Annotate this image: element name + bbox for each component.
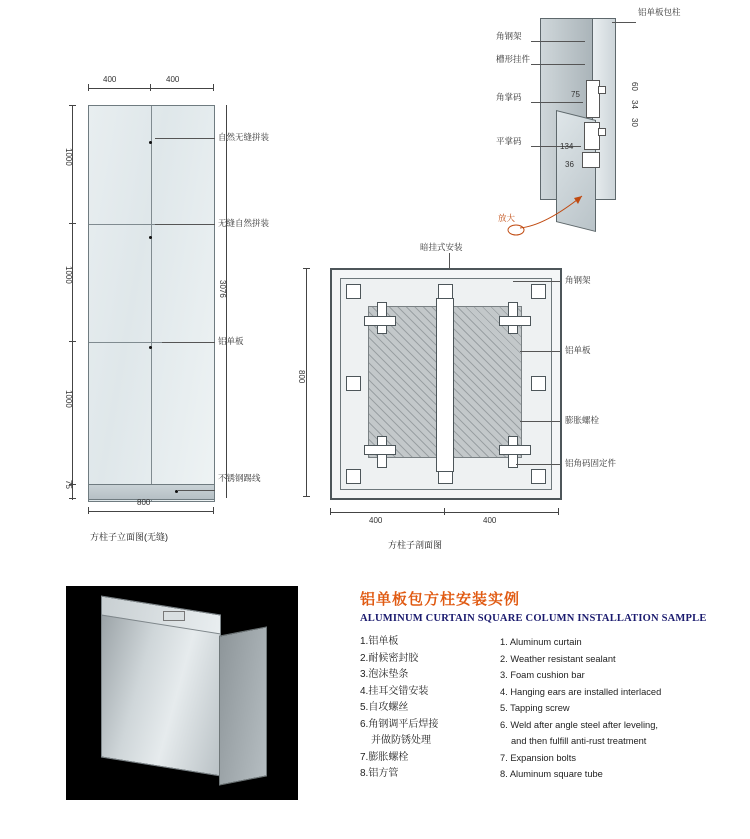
section-label-expansion-bolt: 膨胀螺栓 xyxy=(565,415,600,425)
elevation-dim-1000-c: 1000 xyxy=(64,390,73,408)
elevation-dim-1000-b: 1000 xyxy=(64,266,73,284)
list-item: 7. Expansion bolts xyxy=(500,752,576,763)
section-mid-fixing xyxy=(346,376,361,391)
elevation-dim-400-left: 400 xyxy=(103,75,117,84)
text-block xyxy=(360,588,730,783)
list-item-continuation: and then fulfill anti-rust treatment xyxy=(511,736,647,746)
dim-tick xyxy=(69,498,76,499)
detail-dim-60: 60 xyxy=(630,82,639,91)
leader-line xyxy=(155,224,215,225)
section-bracket xyxy=(364,445,396,455)
list-item: 1. Aluminum curtain xyxy=(500,637,582,647)
elevation-dim-1000-a: 1000 xyxy=(64,148,73,166)
section-outer-frame xyxy=(330,268,562,500)
list-item: 1.铝单板 xyxy=(360,636,399,647)
leader-line xyxy=(531,41,585,42)
detail-label-angle-frame: 角钢架 xyxy=(496,31,522,41)
section-dim-400-right: 400 xyxy=(483,516,497,525)
list-item: 8. Aluminum square tube xyxy=(500,769,603,779)
product-photo xyxy=(66,586,298,800)
dim-tick xyxy=(69,341,76,342)
list-item: 8.铝方管 xyxy=(360,768,399,779)
detail-label-panel-wrap-column: 铝单板包柱 xyxy=(638,7,681,17)
leader-line xyxy=(520,421,561,422)
detail-dim-30: 30 xyxy=(630,118,639,127)
elevation-stainless-base xyxy=(88,484,215,500)
section-mid-fixing xyxy=(438,284,453,299)
elevation-dim-400-right: 400 xyxy=(166,75,180,84)
textblock-subtitle: ALUMINUM CURTAIN SQUARE COLUMN INSTALLATION SAMPLE xyxy=(360,613,707,624)
list-item: 4. Hanging ears are installed interlaced xyxy=(500,686,662,697)
leader-line xyxy=(513,281,561,282)
leader-line xyxy=(531,64,585,65)
leader-line xyxy=(449,253,450,269)
textblock-list-cn xyxy=(360,634,500,783)
elevation-bottom-dim-line xyxy=(88,511,213,512)
list-item: 4.挂耳交错安装 xyxy=(360,685,429,697)
detail-dim-34: 34 xyxy=(630,100,639,109)
dim-tick xyxy=(303,496,310,497)
detail-dim-36: 36 xyxy=(565,160,574,169)
detail-dim-75: 75 xyxy=(571,90,580,99)
list-item: 2. Weather resistant sealant xyxy=(500,653,616,664)
leader-line xyxy=(178,490,215,491)
leader-line xyxy=(162,342,215,343)
detail-label-channel-hanger: 槽形挂件 xyxy=(496,54,531,64)
leader-line xyxy=(520,351,561,352)
dim-tick xyxy=(69,223,76,224)
section-label-angle-steel: 角钢架 xyxy=(565,275,591,285)
section-corner-fixing xyxy=(531,469,546,484)
section-height-dim-line xyxy=(306,268,307,496)
dim-tick xyxy=(303,268,310,269)
elevation-label-steel-skirting: 不锈钢踢线 xyxy=(218,473,261,483)
elevation-dim-800: 800 xyxy=(137,498,151,507)
elevation-label-seamless: 无缝自然拼装 xyxy=(218,218,270,228)
list-item: 3. Foam cushion bar xyxy=(500,670,585,680)
photo-panel-face xyxy=(101,607,221,776)
section-caption: 方柱子剖面图 xyxy=(388,540,443,550)
leader-line xyxy=(516,464,561,465)
detail-dim-134: 134 xyxy=(560,142,574,151)
section-corner-fixing xyxy=(346,284,361,299)
dim-tick xyxy=(150,84,151,91)
dim-tick xyxy=(330,508,331,515)
detail-label-corner-cleat: 角掌码 xyxy=(496,92,522,102)
section-corner-fixing xyxy=(346,469,361,484)
section-callout-hidden-mount: 暗挂式安装 xyxy=(420,242,463,252)
leader-line xyxy=(531,146,581,147)
dim-tick xyxy=(88,84,89,91)
elevation-marker-dot-2 xyxy=(149,236,152,239)
list-item: 7.膨胀螺栓 xyxy=(360,751,409,763)
elevation-center-seam xyxy=(151,106,152,501)
elevation-marker-dot-3 xyxy=(149,346,152,349)
detail-fastener xyxy=(598,128,606,136)
section-bracket xyxy=(499,445,531,455)
magnify-arrow-icon xyxy=(470,180,590,240)
photo-panel-side xyxy=(219,626,267,785)
elevation-label-alum-panel: 铝单板 xyxy=(218,336,244,346)
elevation-marker-dot-1 xyxy=(149,141,152,144)
list-item: 5. Tapping screw xyxy=(500,703,570,713)
dim-tick xyxy=(558,508,559,515)
detail-label-flat-cleat: 平掌码 xyxy=(496,136,522,146)
leader-line xyxy=(612,22,636,23)
dim-tick xyxy=(444,508,445,515)
textblock-list-en xyxy=(500,634,728,783)
list-item: 5.自攻螺丝 xyxy=(360,702,409,713)
elevation-overall-height: 3076 xyxy=(218,280,227,298)
detail-angle-bracket xyxy=(584,122,600,150)
leader-line xyxy=(155,138,215,139)
list-item: 2.耐候密封胶 xyxy=(360,652,419,664)
section-mid-fixing xyxy=(531,376,546,391)
dim-tick xyxy=(69,105,76,106)
photo-clip-bracket xyxy=(163,611,185,621)
section-center-rib xyxy=(436,298,454,472)
section-label-alum-panel: 铝单板 xyxy=(565,345,591,355)
dim-tick xyxy=(213,507,214,514)
list-item: 6.角钢调平后焊接 xyxy=(360,718,439,730)
section-bracket xyxy=(499,316,531,326)
section-corner-fixing xyxy=(531,284,546,299)
section-bracket xyxy=(364,316,396,326)
section-dim-400-left: 400 xyxy=(369,516,383,525)
dim-tick xyxy=(213,84,214,91)
dim-tick xyxy=(88,507,89,514)
list-item: 3.泡沫垫条 xyxy=(360,669,409,680)
section-label-corner-fixing: 铝角码固定件 xyxy=(565,458,617,468)
leader-line xyxy=(531,102,583,103)
elevation-column-body xyxy=(88,105,215,502)
detail-flat-bracket xyxy=(582,152,600,168)
list-item-continuation: 并做防锈处理 xyxy=(371,735,431,746)
elevation-dim-75: 75 xyxy=(64,480,73,489)
elevation-overall-dim-line xyxy=(226,105,227,498)
detail-fastener xyxy=(598,86,606,94)
list-item: 6. Weld after angle steel after leveling, xyxy=(500,719,658,730)
textblock-title: 铝单板包方柱安装实例 xyxy=(360,591,521,608)
section-dim-800: 800 xyxy=(297,370,306,384)
detail-magnify-note: 放大 xyxy=(498,213,516,223)
elevation-caption: 方柱子立面图(无缝) xyxy=(90,532,168,542)
elevation-label-seam-natural: 自然无缝拼装 xyxy=(218,132,270,142)
